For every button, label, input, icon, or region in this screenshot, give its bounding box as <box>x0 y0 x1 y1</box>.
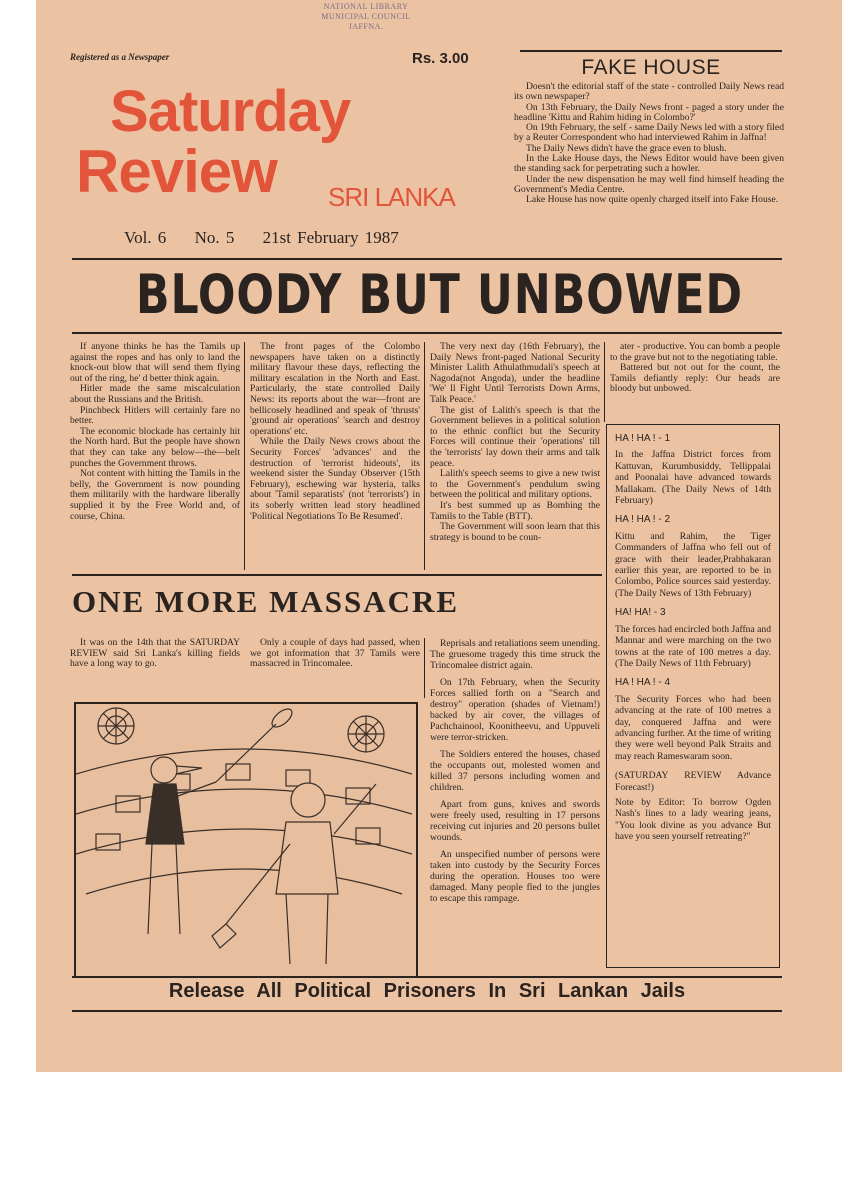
political-cartoon <box>74 702 418 978</box>
ha-ha-body: Kittu and Rahim, the Tiger Commanders of Jaffna who fell out of grace with their leader,Prabhakaran earlier this year, are reported to be in Colombo, Police sources said yesterday. (The Daily News of 13th February) <box>615 530 771 599</box>
ha-ha-head: HA ! HA ! - 2 <box>615 514 671 526</box>
issue-number: No. 5 <box>194 228 235 247</box>
massacre-headline: ONE MORE MASSACRE <box>72 584 460 619</box>
editor-note: Note by Editor: To borrow Ogden Nash's lines to a lady wearing jeans, "You look divine as you advance But have you seen yourself retreating?" <box>615 796 771 843</box>
ha-ha-head: HA ! HA ! - 1 <box>615 433 671 444</box>
massacre-intro-2: Only a couple of days had passed, when we got information that 37 Tamils were massacred in Trincomalee. <box>250 637 420 670</box>
price: Rs. 3.00 <box>412 50 469 67</box>
ha-ha-forecast: (SATURDAY REVIEW Advance Forecast!) <box>615 770 771 793</box>
issue-line <box>124 228 421 248</box>
fake-house-body: Doesn't the editorial staff of the state - controlled Daily News read its own newspaper? On 13th February, the Daily News front - paged a story under the headline 'Kittu and Rahim hiding in Colombo?' On 19th February, the self - same Daily News led with a story filed by a Reuter Correspondent who had interviewed Rahim in Jaffna! The Daily News didn't have the grace even to blush. In the Lake House days, the News Editor would have been given the standing sack for perpetrating such a howler. Under the new dispensation he may well find himself heading the Government's Media Centre. Lake House has now quite openly charged itself into Fake House. <box>514 81 784 206</box>
rule-under-headline <box>72 332 782 334</box>
issue-date: 21st February 1987 <box>262 228 399 247</box>
library-stamp: NATIONAL LIBRARY MUNICIPAL COUNCIL JAFFNA. <box>321 2 411 31</box>
footer-slogan: Release All Political Prisoners In Sri Lankan Jails <box>168 980 686 1002</box>
masthead-saturday: Saturday <box>110 79 351 144</box>
ha-ha-box <box>606 424 780 968</box>
rule-below-footer <box>72 1010 782 1012</box>
fake-house-title: FAKE HOUSE <box>581 56 721 79</box>
lead-column-1: If anyone thinks he has the Tamils up against the ropes and has only to land the knock-out blow that will send them flying out of the ring, he' d better think again. Hitler made the same miscalculation about the Russians and the British. Pinchbeck Hitlers will certainly fare no better. The economic blockade has certainly hit the North hard. But the people have shown that they can take any below—the—belt punches the Government throws. Not content with hitting the Tamils in the belly, the Government is now pounding them militarily with the hardware liberally supplied it by the Free World and, of course, China. <box>70 341 240 522</box>
lead-column-4: ater - productive. You can bomb a people to the grave but not to the negotiating table. Battered but not out for the count, the Tamils defiantly reply: Our heads are bloody but unbowed. <box>610 341 780 395</box>
rule-top <box>72 258 782 260</box>
ha-ha-body: In the Jaffna District forces from Kattuvan, Kurumbusiddy, Tellippalai and Poonalai have advanced towards Mallakam. (The Daily News of 14th February) <box>615 449 771 507</box>
column-divider <box>244 342 245 570</box>
ha-ha-body: The forces had encircled both Jaffna and Mannar and were marching on the two towns at the rate of 100 metres a day. (The Daily News of 11th February) <box>615 623 771 669</box>
ha-ha-head: HA ! HA ! - 4 <box>615 677 671 689</box>
lead-headline: BLOODY BUT UNBOWED <box>135 263 743 326</box>
masthead-review: Review <box>76 138 277 205</box>
massacre-intro-1: It was on the 14th that the SATURDAY REVIEW said Sri Lanka's killing fields have a long way to go. <box>70 637 240 670</box>
lead-column-3: The very next day (16th February), the Daily News front-paged National Security Minister Lalith Athulathmudali's speech at Nagoda(not Angoda), under the headline 'We' ll Fight Until Terrorists Down Arms, Talk Peace.' The gist of Lalith's speech is that the Government believes in a political solution to the ethnic conflict but the Security Forces will continue their 'operations' till the 'terrorists' lay down their arms and talk peace. Lalith's speech seems to give a new twist to the Government's pendulum swing between the political and military options. It's best summed up as Bombing the Tamils to the Table (BTT). The Government will soon learn that this strategy is bound to be coun- <box>430 341 600 543</box>
rule-above-footer <box>72 976 782 978</box>
ha-ha-body: The Security Forces who had been advancing at the rate of 100 metres a day, conquered Jaffna and were advancing further. At the time of writing they were well beyond Palk Straits and may reach Rameswaram soon. <box>615 693 771 762</box>
column-divider <box>424 342 425 570</box>
massacre-column-3: Reprisals and retaliations seem unending. The gruesome tragedy this time struck the Trincomalee district again. On 17th February, when the Security Forces sallied forth on a "Search and destroy" operation (shades of Vietnam!) backed by air cover, the villages of Pachchainool, Koonitheevu, and Uppuveli were terror-stricken. The Soldiers entered the houses, chased the occupants out, molested women and killed 37 persons including women and children. Apart from guns, knives and swords were freely used, resulting in 17 persons receiving cut injuries and 20 persons bullet wounds. An unspecified number of persons were taken into custody by the Security Forces during the operation. Houses too were damaged. Many people fled to the jungles to escape this rampage. <box>430 638 600 904</box>
registered-note: Registered as a Newspaper <box>70 52 170 62</box>
fake-house-rule <box>520 50 782 52</box>
column-divider <box>424 638 425 698</box>
masthead-sri-lanka: SRI LANKA <box>328 182 455 212</box>
lead-column-2: The front pages of the Colombo newspapers have taken on a distinctly military flavour these days, reflecting the military escalation in the North and East. Particularly, the state controlled Daily News: its reports about the war—front are bellicosely headlined and speak of 'thrusts' 'ground air operations' 'search and destroy operations' etc. While the Daily News crows about the Security Forces' 'advances' and the destruction of 'terrorist hideouts', its weekend sister the Sunday Observer (15th February), eschewing war hysteria, talks about 'Tamil separatists' (not 'terrorists') in its soberly written lead story headlined 'Political Negotiations To Be Resumed'. <box>250 341 420 522</box>
column-divider <box>604 342 605 422</box>
rule-above-massacre <box>72 574 602 576</box>
cartoon-drawing <box>76 704 412 972</box>
issue-volume: Vol. 6 <box>124 228 167 247</box>
ha-ha-head: HA! HA! - 3 <box>615 607 666 619</box>
newspaper-page <box>36 0 842 1072</box>
